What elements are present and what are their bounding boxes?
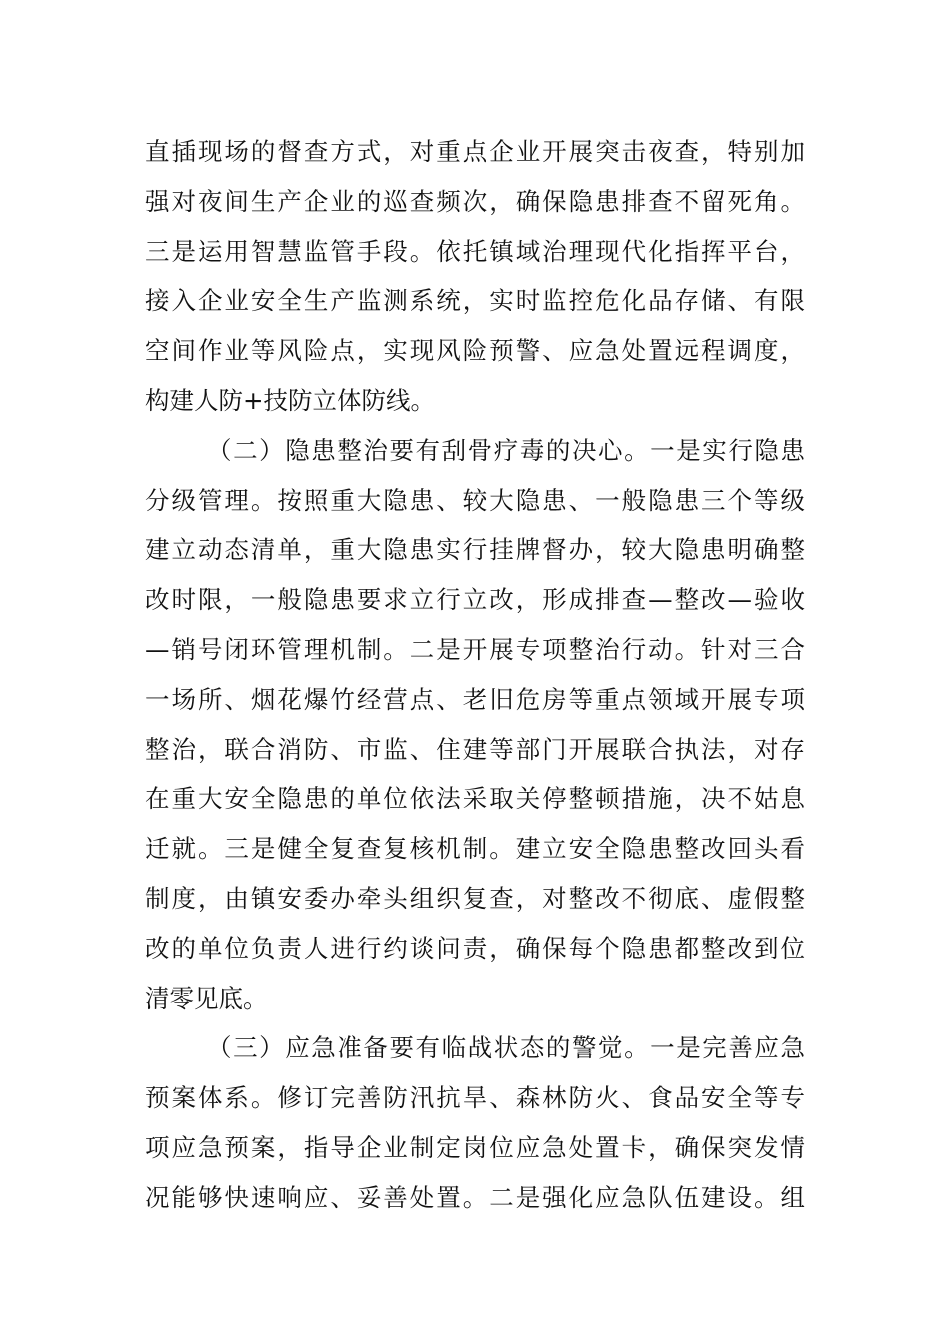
paragraph-2-line: —销号闭环管理机制。二是开展专项整治行动。针对三合 [145,634,805,664]
paragraph-3-line: 项应急预案，指导企业制定岗位应急处置卡，确保突发情 [145,1132,805,1162]
paragraph-2-heading-line: （二）隐患整治要有刮骨疗毒的决心。一是实行隐患 [207,435,805,465]
paragraph-1-line: 三是运用智慧监管手段。依托镇域治理现代化指挥平台， [145,236,805,266]
paragraph-2-line: 一场所、烟花爆竹经营点、老旧危房等重点领域开展专项 [145,684,805,714]
paragraph-3-line: 况能够快速响应、妥善处置。二是强化应急队伍建设。组 [145,1182,805,1212]
paragraph-1-line: 空间作业等风险点，实现风险预警、应急处置远程调度， [145,336,805,366]
paragraph-2-line-last: 清零见底。 [145,983,268,1013]
paragraph-1-line: 直插现场的督查方式，对重点企业开展突击夜查，特别加 [145,137,805,166]
paragraph-3-line: 预案体系。修订完善防汛抗旱、森林防火、食品安全等专 [145,1083,805,1113]
paragraph-2-line: 建立动态清单，重大隐患实行挂牌督办，较大隐患明确整 [145,535,805,565]
paragraph-1-line: 强对夜间生产企业的巡查频次，确保隐患排查不留死角。 [145,186,805,216]
paragraph-2-line: 改的单位负责人进行约谈问责，确保每个隐患都整改到位 [145,933,805,963]
paragraph-2-line: 分级管理。按照重大隐患、较大隐患、一般隐患三个等级 [145,485,805,515]
paragraph-2-line: 在重大安全隐患的单位依法采取关停整顿措施，决不姑息 [145,784,805,814]
paragraph-2-line: 迁就。三是健全复查复核机制。建立安全隐患整改回头看 [145,834,805,864]
paragraph-1-line-last: 构建人防+技防立体防线。 [145,385,436,415]
paragraph-3-heading-line: （三）应急准备要有临战状态的警觉。一是完善应急 [207,1033,805,1063]
paragraph-2-line: 制度，由镇安委办牵头组织复查，对整改不彻底、虚假整 [145,883,805,913]
paragraph-1-line: 接入企业安全生产监测系统，实时监控危化品存储、有限 [145,286,805,316]
paragraph-2-line: 整治，联合消防、市监、住建等部门开展联合执法，对存 [145,734,805,764]
paragraph-2-line: 改时限，一般隐患要求立行立改，形成排查—整改—验收 [145,585,805,615]
document-body [145,127,805,1223]
